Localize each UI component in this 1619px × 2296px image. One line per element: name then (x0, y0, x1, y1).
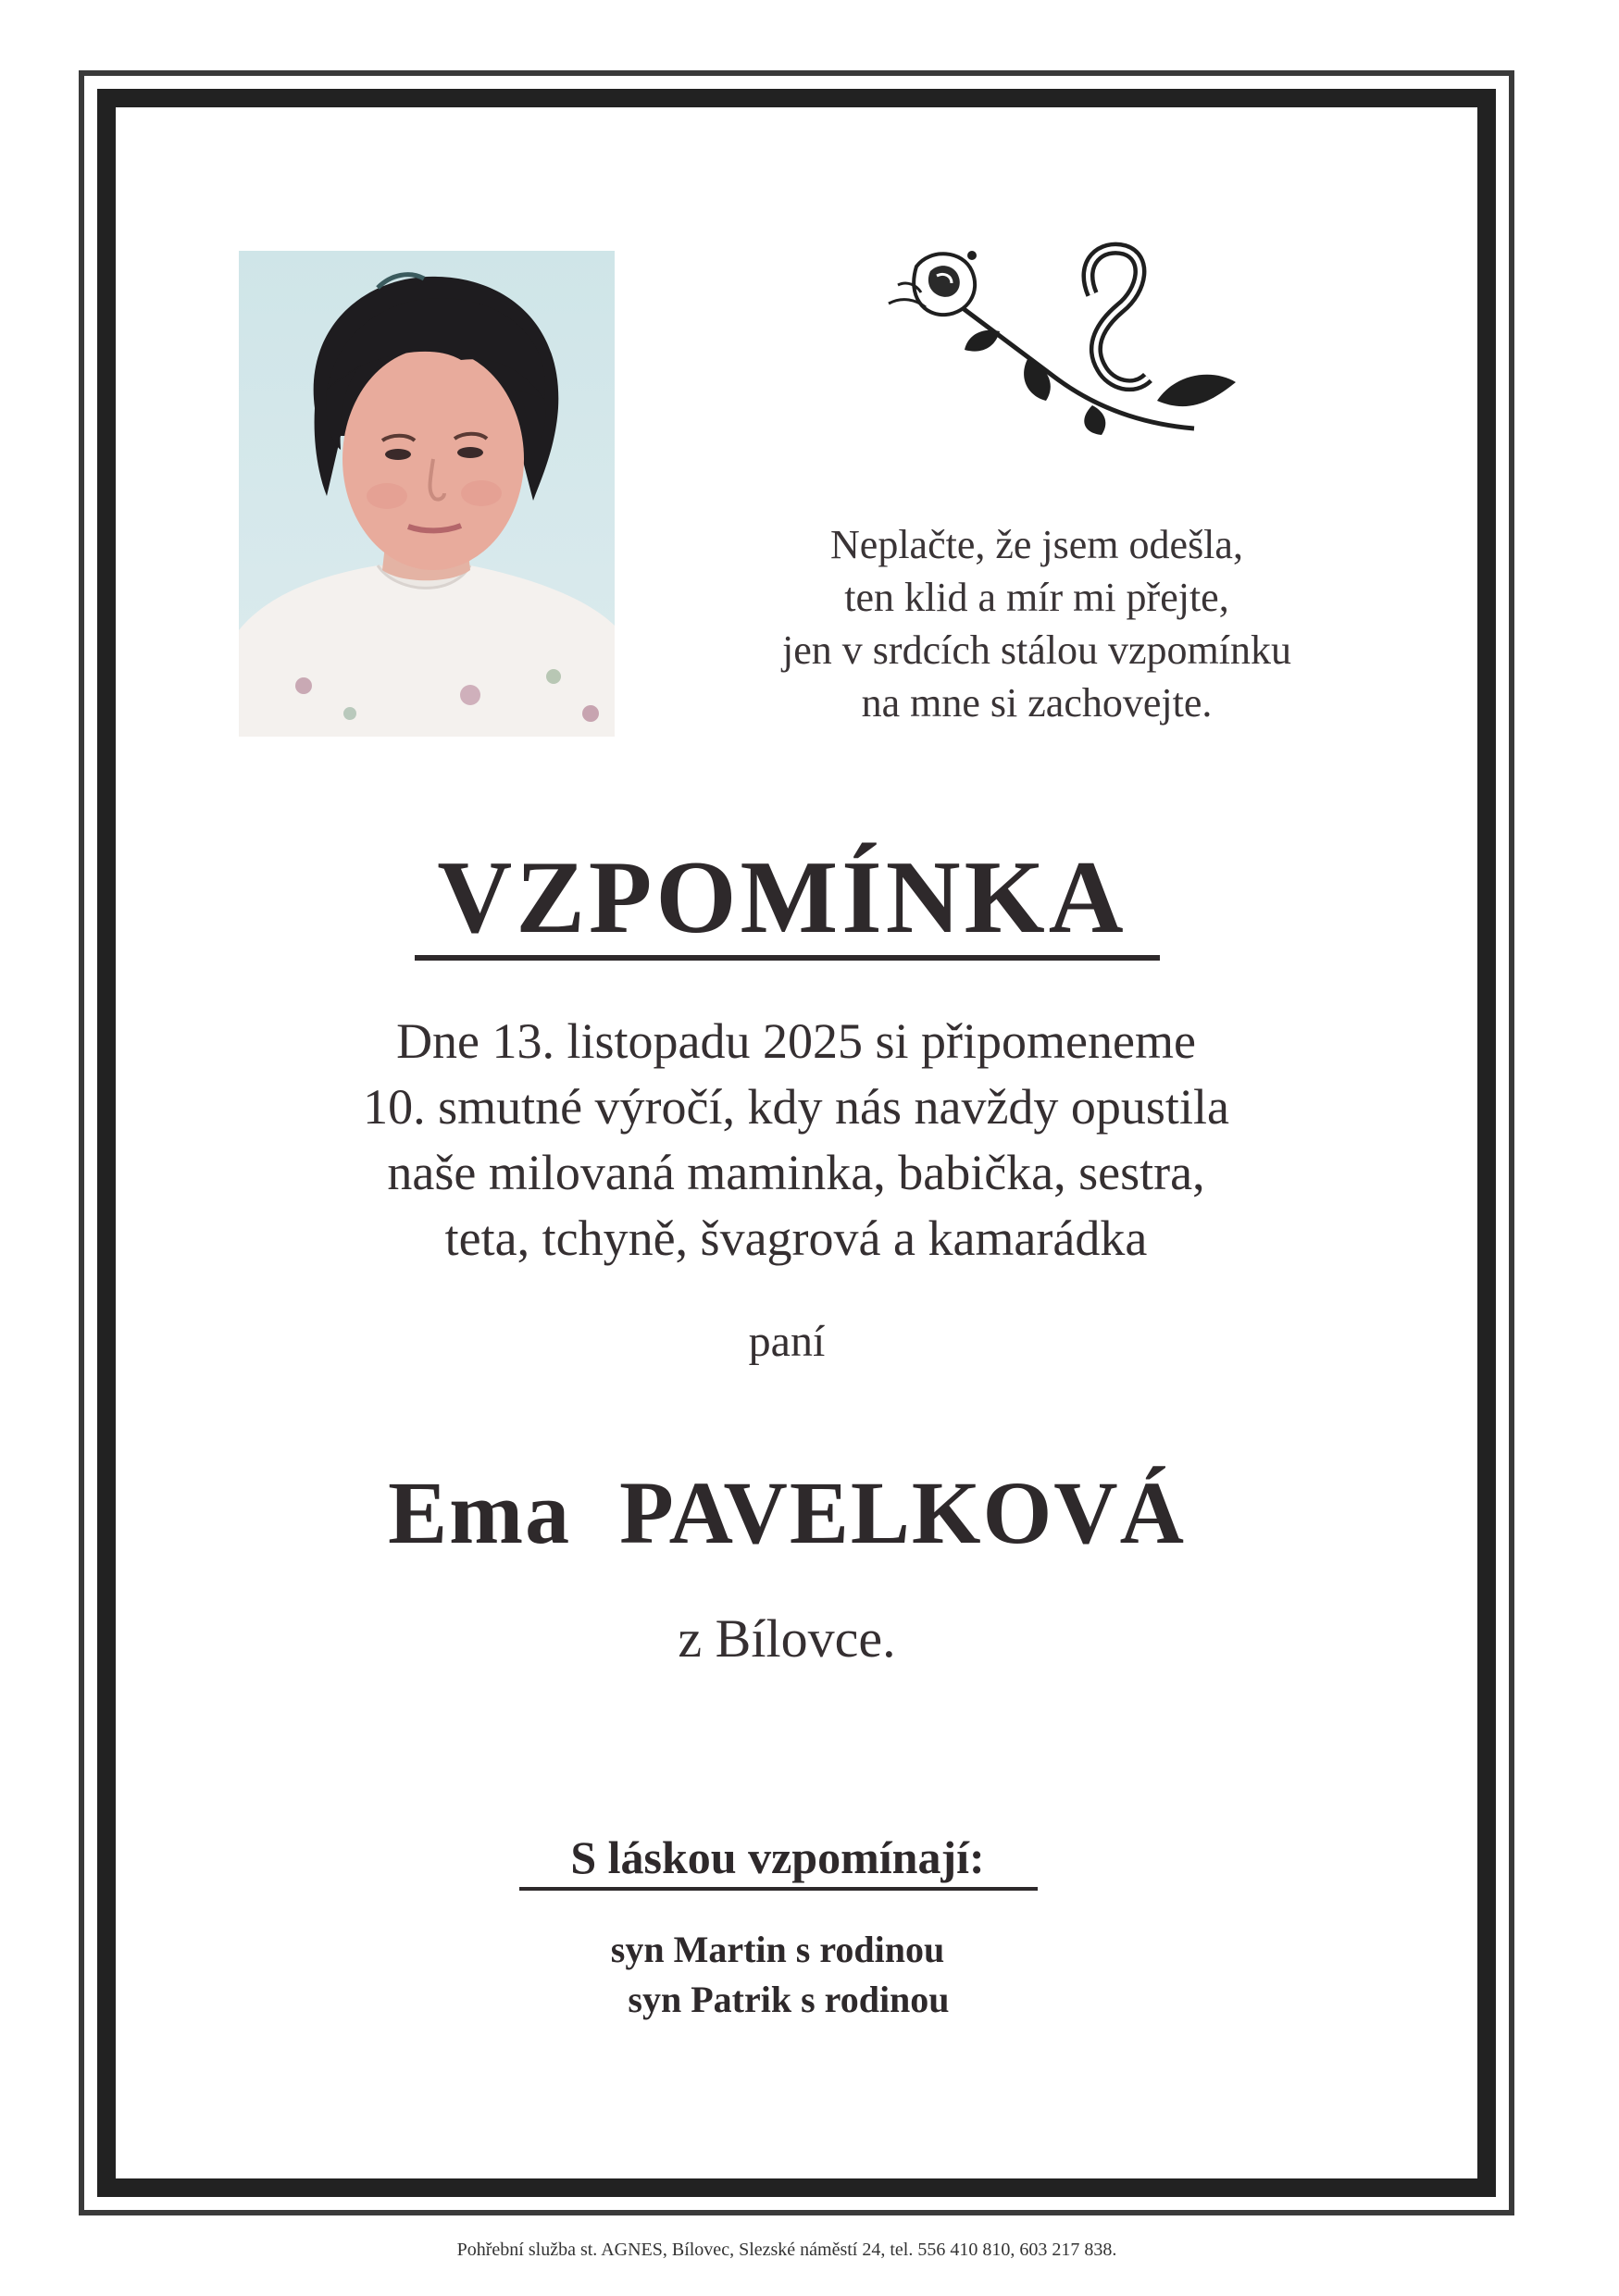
first-name: Ema (388, 1463, 572, 1562)
mourner-item: syn Patrik s rodinou (628, 1979, 950, 2020)
mourners-list (500, 1925, 1055, 2025)
poem-line: jen v srdcích stálou vzpomínku (782, 627, 1291, 673)
deceased-name (278, 1462, 1296, 1564)
page-title: VZPOMÍNKA (437, 840, 1127, 955)
honorific: paní (748, 1317, 826, 1366)
mourners-heading: S láskou vzpomínají: (570, 1831, 985, 1883)
announcement-text (185, 1009, 1407, 1272)
poem-line: Neplačte, že jsem odešla, (830, 522, 1243, 567)
mourner-item: syn Martin s rodinou (610, 1929, 945, 1970)
portrait-photo (239, 251, 615, 737)
poem-line: na mne si zachovejte. (861, 680, 1213, 726)
rose-icon (879, 239, 1245, 438)
mourners-underline (519, 1887, 1038, 1891)
announcement-line: teta, tchyně, švagrová a kamarádka (444, 1210, 1148, 1266)
poem-line: ten klid a mír mi přejte, (844, 575, 1229, 620)
hometown: z Bílovce. (678, 1608, 896, 1669)
poem-verse (704, 518, 1370, 729)
announcement-line: Dne 13. listopadu 2025 si připomeneme (396, 1013, 1196, 1069)
announcement-line: 10. smutné výročí, kdy nás navždy opustila (363, 1079, 1229, 1135)
last-name: PAVELKOVÁ (619, 1463, 1186, 1562)
announcement-line: naše milovaná maminka, babička, sestra, (387, 1145, 1205, 1200)
funeral-service-footer: Pohřební služba st. AGNES, Bílovec, Slezské náměstí 24, tel. 556 410 810, 603 217 838. (456, 2240, 1117, 2260)
title-underline (415, 955, 1160, 961)
